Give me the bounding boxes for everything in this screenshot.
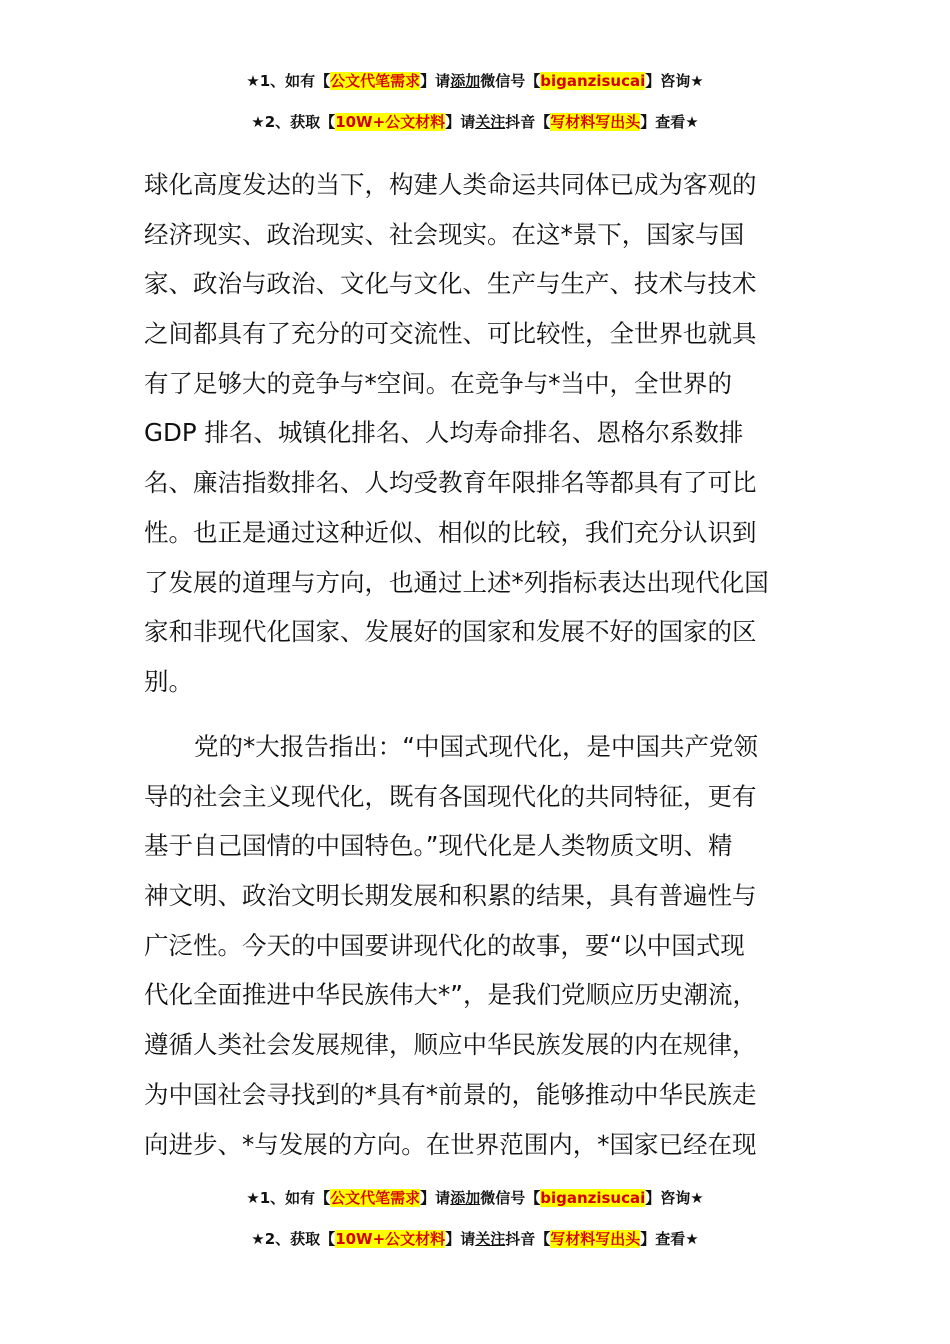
- highlight-wechat-id: biganzisucai: [540, 72, 646, 90]
- text-line: 有了足够大的竞争与*空间。在竞争与*当中，全世界的: [144, 368, 732, 398]
- promo-banner-top-line2: [0, 111, 950, 133]
- banner-text: 】咨询★: [645, 72, 704, 90]
- underline-add: 添加: [450, 72, 481, 90]
- highlight-materials: 10W+公文材料: [335, 113, 446, 131]
- underline-follow: 关注: [475, 1230, 506, 1248]
- highlight-materials: 10W+公文材料: [335, 1230, 446, 1248]
- text-line: 经济现实、政治现实、社会现实。在这*景下，国家与国: [144, 219, 745, 249]
- text-line: 名、廉洁指数排名、人均受教育年限排名等都具有了可比: [144, 468, 757, 498]
- text-line: 性。也正是通过这种近似、相似的比较，我们充分认识到: [144, 517, 757, 547]
- text-line: 之间都具有了充分的可交流性、可比较性，全世界也就具: [144, 319, 757, 349]
- paragraph-2: [144, 722, 809, 1169]
- banner-text: 】请: [420, 1189, 451, 1207]
- highlight-service: 公文代笔需求: [330, 72, 421, 90]
- text-line: 广泛性。今天的中国要讲现代化的故事，要“以中国式现: [144, 930, 745, 960]
- banner-text: 微信号【: [480, 72, 541, 90]
- paragraph-1: [144, 160, 809, 707]
- banner-text: ★1、如有【: [246, 72, 331, 90]
- text-line: 球化高度发达的当下，构建人类命运共同体已成为客观的: [144, 170, 757, 199]
- text-line: 导的社会主义现代化，既有各国现代化的共同特征，更有: [144, 781, 757, 811]
- banner-text: 】请: [445, 113, 476, 131]
- text-line: 基于自己国情的中国特色。”现代化是人类物质文明、精: [144, 831, 733, 861]
- banner-text: 抖音【: [505, 113, 551, 131]
- highlight-wechat-id: biganzisucai: [540, 1189, 646, 1207]
- text-line: GDP 排名、城镇化排名、人均寿命排名、恩格尔系数排: [144, 418, 744, 448]
- text-line: 遵循人类社会发展规律，顺应中华民族发展的内在规律，: [144, 1030, 757, 1060]
- text-line: 向进步、*与发展的方向。在世界范围内，*国家已经在现: [144, 1129, 757, 1159]
- highlight-service: 公文代笔需求: [330, 1189, 421, 1207]
- banner-text: 微信号【: [480, 1189, 541, 1207]
- banner-text: 】请: [445, 1230, 476, 1248]
- banner-text: ★1、如有【: [246, 1189, 331, 1207]
- banner-text: 】咨询★: [645, 1189, 704, 1207]
- banner-text: ★2、获取【: [251, 113, 336, 131]
- text-line: 代化全面推进中华民族伟大*”，是我们党顺应历史潮流，: [144, 980, 757, 1010]
- banner-text: ★2、获取【: [251, 1230, 336, 1248]
- promo-banner-bottom-line2: [0, 1228, 950, 1250]
- text-line: 了发展的道理与方向，也通过上述*列指标表达出现代化国: [144, 567, 769, 597]
- underline-add: 添加: [450, 1189, 481, 1207]
- text-line: 神文明、政治文明长期发展和积累的结果，具有普遍性与: [144, 881, 757, 911]
- promo-banner-top-line1: [0, 70, 950, 92]
- text-line: 为中国社会寻找到的*具有*前景的，能够推动中华民族走: [144, 1079, 757, 1109]
- promo-banner-bottom-line1: [0, 1187, 950, 1209]
- text-line: 别。: [144, 666, 193, 696]
- banner-text: 】请: [420, 72, 451, 90]
- banner-text: 】查看★: [640, 113, 699, 131]
- banner-text: 】查看★: [640, 1230, 699, 1248]
- highlight-douyin-id: 写材料写出头: [550, 113, 641, 131]
- banner-text: 抖音【: [505, 1230, 551, 1248]
- highlight-douyin-id: 写材料写出头: [550, 1230, 641, 1248]
- text-line: 党的*大报告指出：“中国式现代化，是中国共产党领: [194, 732, 758, 761]
- underline-follow: 关注: [475, 113, 506, 131]
- text-line: 家和非现代化国家、发展好的国家和发展不好的国家的区: [144, 617, 757, 647]
- text-line: 家、政治与政治、文化与文化、生产与生产、技术与技术: [144, 269, 757, 299]
